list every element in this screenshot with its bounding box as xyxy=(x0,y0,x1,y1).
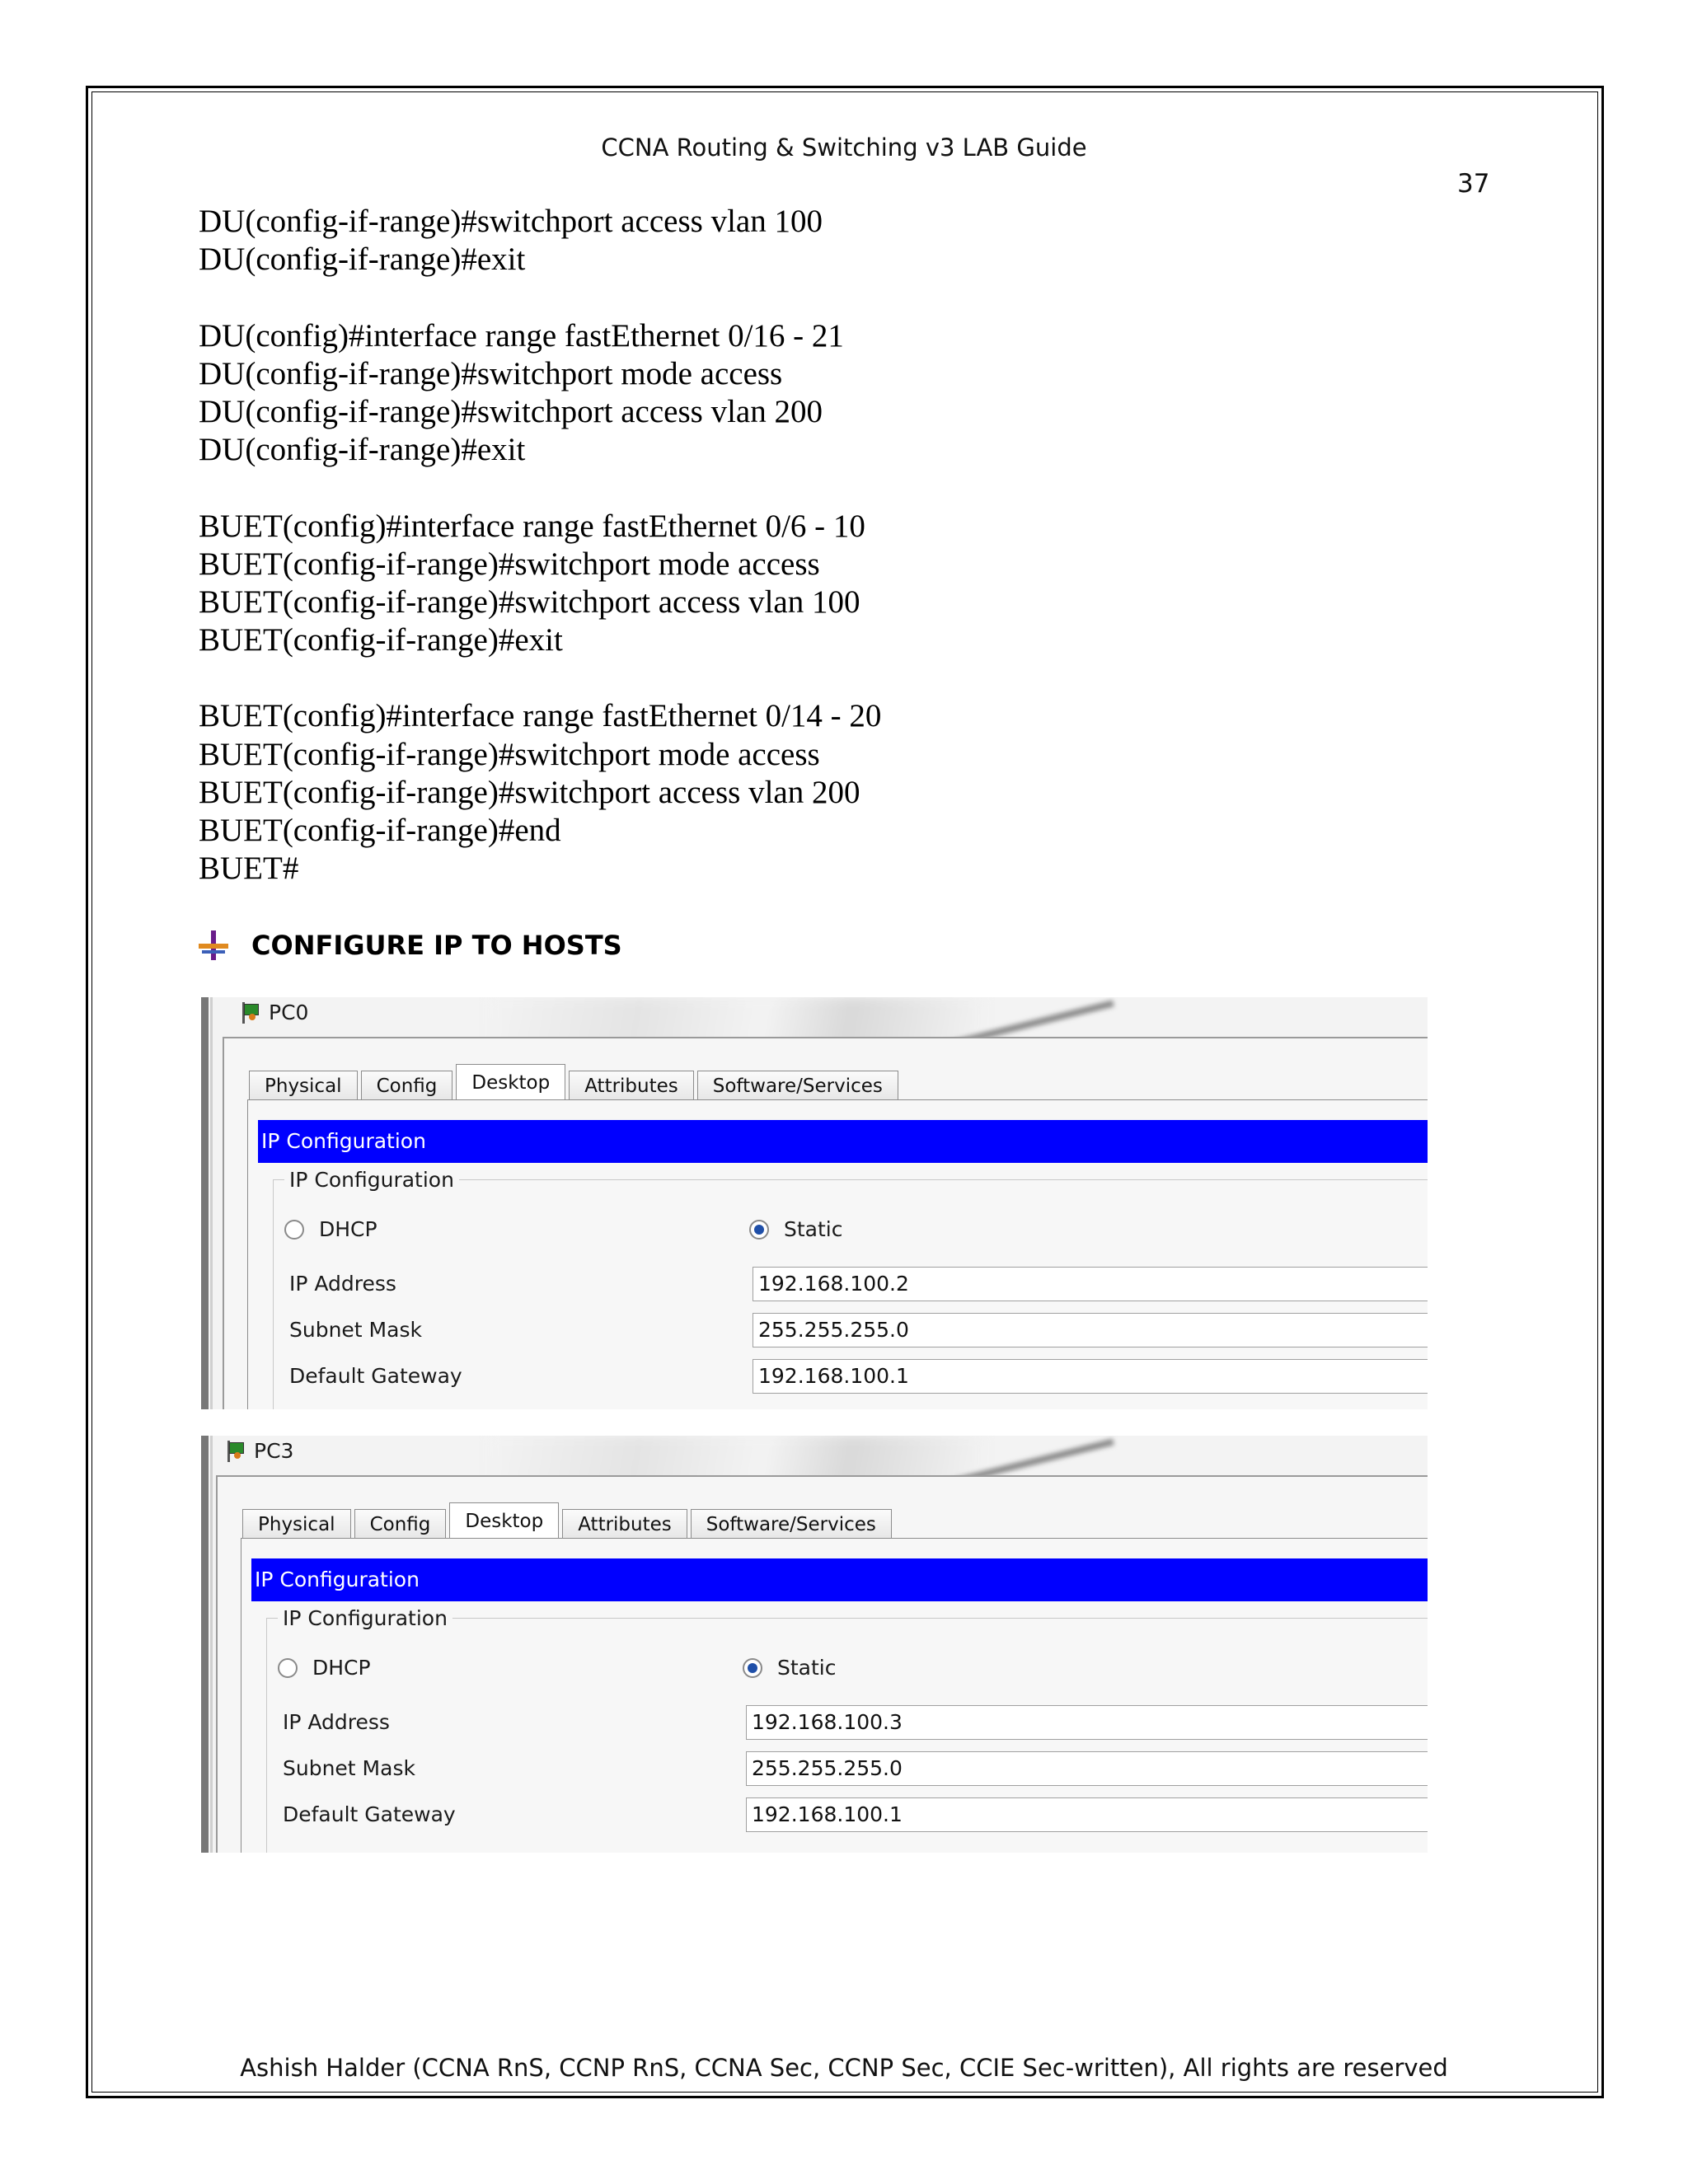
ip-address-field[interactable]: 192.168.100.3 xyxy=(746,1705,1428,1740)
ip-address-label: IP Address xyxy=(289,1272,396,1296)
default-gateway-field[interactable]: 192.168.100.1 xyxy=(746,1797,1428,1832)
pc0-config-window xyxy=(201,997,1428,1409)
dhcp-label: DHCP xyxy=(319,1217,377,1241)
tab-software-services[interactable]: Software/Services xyxy=(691,1509,892,1540)
tab-config[interactable]: Config xyxy=(361,1071,453,1101)
default-gateway-field[interactable]: 192.168.100.1 xyxy=(753,1359,1428,1394)
cli-line: BUET(config-if-range)#switchport mode access xyxy=(199,546,820,582)
static-option[interactable] xyxy=(749,1217,842,1241)
cli-line: DU(config-if-range)#switchport access vlan 100 xyxy=(199,204,823,239)
cli-line: BUET(config-if-range)#exit xyxy=(199,622,563,658)
tab-software-services[interactable]: Software/Services xyxy=(697,1071,898,1101)
pc0-tab-body xyxy=(247,1099,1428,1409)
cli-line: BUET# xyxy=(199,851,299,887)
ip-config-group-label: IP Configuration xyxy=(284,1168,459,1192)
pc-icon xyxy=(241,1002,260,1024)
cli-line xyxy=(199,659,881,697)
pc0-tab-row xyxy=(249,1063,902,1101)
pc0-title: PC0 xyxy=(269,1001,309,1024)
cli-line: BUET(config-if-range)#switchport access vlan 100 xyxy=(199,583,860,620)
static-radio[interactable] xyxy=(749,1220,769,1240)
cli-line: BUET(config-if-range)#switchport access vlan 200 xyxy=(199,774,860,810)
dhcp-label: DHCP xyxy=(312,1656,371,1680)
cli-config-block xyxy=(199,203,881,888)
header-title: CCNA Routing & Switching v3 LAB Guide xyxy=(601,134,1087,162)
cli-line: BUET(config)#interface range fastEthernet 0/6 - 10 xyxy=(199,508,865,544)
tab-desktop[interactable]: Desktop xyxy=(449,1502,559,1540)
tab-attributes[interactable]: Attributes xyxy=(562,1509,687,1540)
pc0-window-frame xyxy=(223,1037,1428,1409)
subnet-mask-label: Subnet Mask xyxy=(289,1318,422,1342)
subnet-mask-field[interactable]: 255.255.255.0 xyxy=(746,1751,1428,1786)
pc0-title-bar xyxy=(241,1001,308,1024)
cli-line: BUET(config)#interface range fastEthernet 0/14 - 20 xyxy=(199,698,882,734)
dhcp-radio[interactable] xyxy=(284,1220,304,1240)
cli-line: DU(config-if-range)#switchport mode access xyxy=(199,355,783,391)
cli-line: DU(config-if-range)#exit xyxy=(199,432,526,468)
tab-physical[interactable]: Physical xyxy=(249,1071,358,1101)
page-number: 37 xyxy=(1457,169,1490,199)
static-option[interactable] xyxy=(743,1656,836,1680)
section-heading xyxy=(199,930,622,961)
static-label: Static xyxy=(777,1656,837,1680)
ip-config-title-bar: IP Configuration xyxy=(251,1558,1428,1601)
pc3-tab-body xyxy=(241,1538,1428,1853)
static-label: Static xyxy=(784,1217,843,1241)
pc3-title: PC3 xyxy=(254,1439,294,1463)
pc3-window-frame xyxy=(216,1475,1428,1853)
dhcp-option[interactable] xyxy=(278,1656,371,1680)
cli-line: DU(config)#interface range fastEthernet 0/16 - 21 xyxy=(199,317,844,354)
ip-config-group-label: IP Configuration xyxy=(278,1606,452,1630)
pc-icon xyxy=(226,1441,246,1462)
subnet-mask-field[interactable]: 255.255.255.0 xyxy=(753,1313,1428,1347)
ip-address-field[interactable]: 192.168.100.2 xyxy=(753,1267,1428,1301)
dhcp-option[interactable] xyxy=(284,1217,377,1241)
default-gateway-label: Default Gateway xyxy=(283,1802,456,1826)
tab-physical[interactable]: Physical xyxy=(242,1509,351,1540)
static-radio[interactable] xyxy=(743,1658,762,1678)
ip-address-label: IP Address xyxy=(283,1710,390,1734)
cli-line xyxy=(199,469,881,507)
pc3-config-window xyxy=(201,1436,1428,1853)
tab-config[interactable]: Config xyxy=(354,1509,447,1540)
ip-config-title-bar: IP Configuration xyxy=(258,1120,1428,1163)
cli-line: BUET(config-if-range)#end xyxy=(199,813,561,848)
subnet-mask-label: Subnet Mask xyxy=(283,1756,415,1780)
cli-line: DU(config-if-range)#switchport access vlan 200 xyxy=(199,393,823,429)
star-bullet-icon xyxy=(199,930,228,960)
cli-line xyxy=(199,279,881,316)
dhcp-radio[interactable] xyxy=(278,1658,298,1678)
cli-line: BUET(config-if-range)#switchport mode access xyxy=(199,736,820,772)
footer-copyright: Ashish Halder (CCNA RnS, CCNP RnS, CCNA Sec, CCNP Sec, CCIE Sec-written), All rights are reserved xyxy=(240,2054,1448,2082)
default-gateway-label: Default Gateway xyxy=(289,1364,462,1388)
pc3-title-bar xyxy=(226,1439,293,1463)
cli-line: DU(config-if-range)#exit xyxy=(199,241,526,278)
tab-desktop[interactable]: Desktop xyxy=(456,1064,565,1102)
pc3-tab-row xyxy=(242,1502,895,1540)
tab-attributes[interactable]: Attributes xyxy=(569,1071,694,1101)
section-heading-text: CONFIGURE IP TO HOSTS xyxy=(251,930,622,961)
